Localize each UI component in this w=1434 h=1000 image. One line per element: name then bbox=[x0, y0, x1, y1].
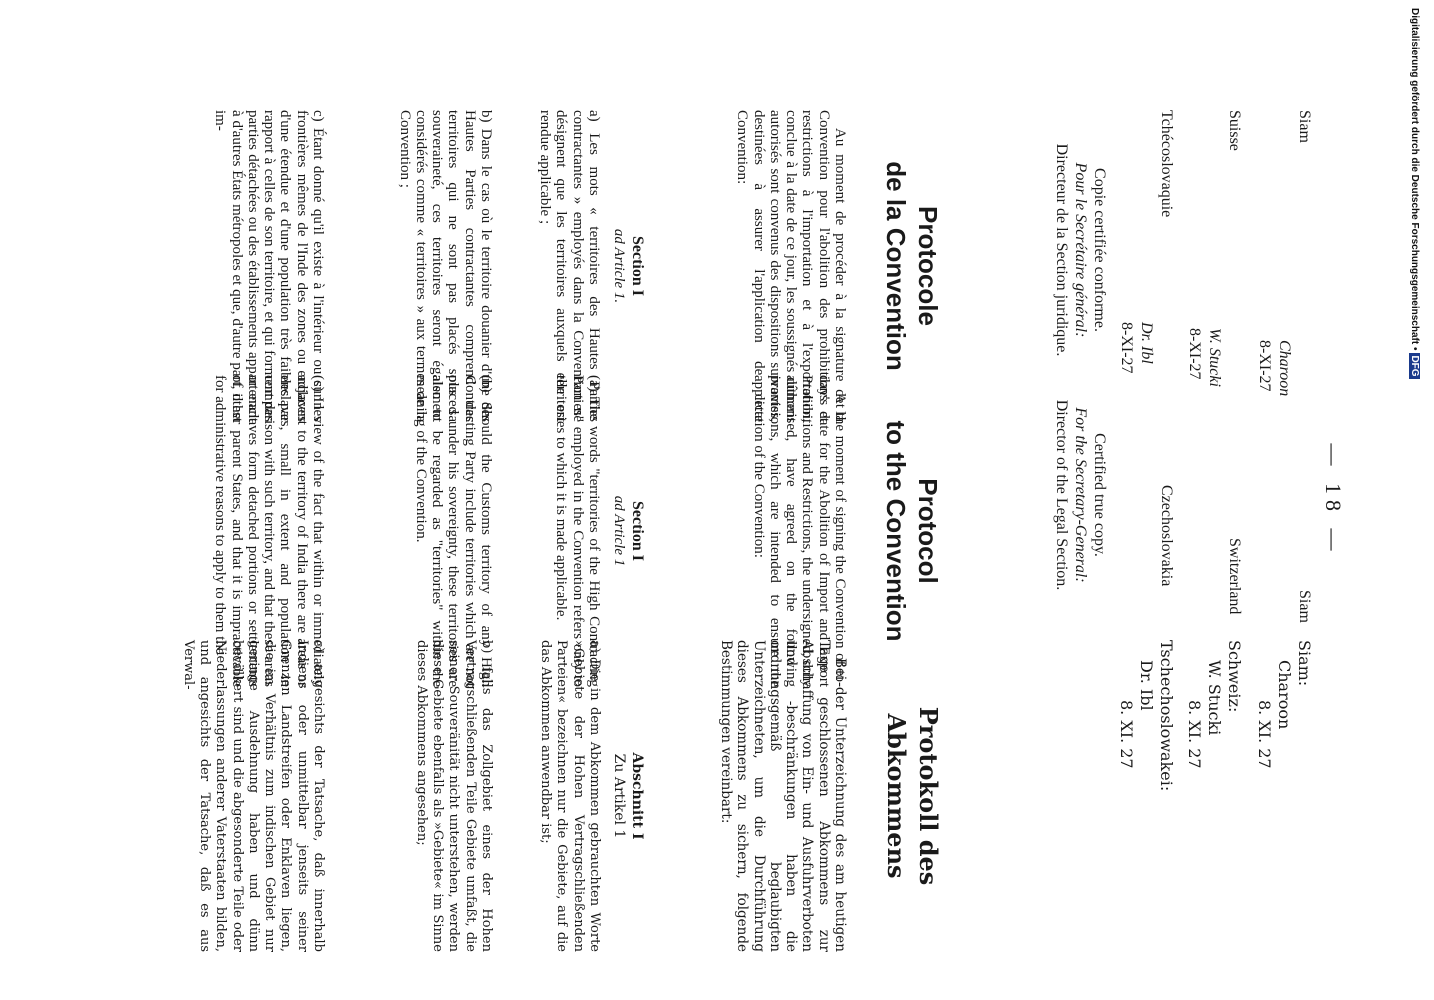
sig-fr-suisse-date: 8-XI-27 bbox=[1186, 328, 1203, 380]
paragraph-b-en: (b) Should the Customs territory of any High Contracting Party include territories which are not placed under his sovereignty, these territories are also to be regarded as "territories" within the meaning of the Convention. bbox=[412, 375, 494, 687]
sig-fr-siam-name: Charoon bbox=[1276, 340, 1293, 397]
paragraph-b-fr: b) Dans le cas où le territoire douanier d'une des Hautes Parties contractantes comprend des territoires qui ne sont pas placés sous sa souveraineté, ces territoires seront également considérés comme « territoires » aux termes de la Convention ; bbox=[396, 110, 494, 422]
paragraph-a-de: a) Die in dem Abkommen gebrauchten Worte »Gebiete der Hohen Vertragschließenden Parteien« bezeichnen nur die Gebiete, auf die das Abkommen anwendbar ist; bbox=[538, 640, 602, 952]
article-heading-fr: ad Article 1. bbox=[611, 228, 627, 304]
sig-en-czecho-country: Czechoslovakia bbox=[1158, 485, 1175, 587]
paragraph-b-de: b) falls das Zollgebiet eines der Hohen Vertragschließenden Teile Gebiete umfaßt, die seiner Souveränität nicht unterstehen, werden diese Gebiete ebenfalls als »Gebiete« im Sinne dieses Abkommens angesehen; bbox=[413, 640, 494, 952]
paragraph-c-fr: c) Étant donné qu'il existe à l'intérieur ou sur les frontières mêmes de l'Inde des zones ou enclaves d'une étendue et d'une population très faibles par rapport à celles de son territoire, et qui forment des parties détachées ou des établissements appartenant à d'autres États métropoles et que, d'autre part, il est im- bbox=[212, 110, 326, 422]
cert-fr-line1: Copie certifiée conforme. bbox=[1091, 168, 1108, 332]
cert-fr-line3: Directeur de la Section juridique. bbox=[1053, 143, 1070, 357]
title-en-line1: Protocol bbox=[913, 478, 943, 584]
sig-en-switzerland-country: Switzerland bbox=[1226, 538, 1243, 615]
protocol-title-de bbox=[862, 640, 944, 952]
section-heading-fr: Section I bbox=[629, 236, 646, 296]
title-fr-line2: de la Convention bbox=[881, 161, 911, 371]
sig-fr-siam-date: 8-XI-27 bbox=[1256, 340, 1273, 392]
paragraph-a-en: (a) The words "territories of the High Contracting Parties" employed in the Convention refers only to territories to which it is made applicable. bbox=[553, 375, 602, 687]
sig-fr-tcheco-date: 8-XI-27 bbox=[1118, 322, 1135, 374]
certification-en bbox=[1052, 365, 1109, 625]
section-heading-en: Section I bbox=[629, 501, 646, 561]
sig-de-tschecho-name: Dr. Ibl bbox=[1137, 660, 1156, 711]
intro-en: At the moment of signing the Convention of to-day's date for the Abolition of Import and Export Prohibitions and Restrictions, the undersigned, duly authorised, have agreed on the following provisions, which are intended to ensure the application of the Convention: bbox=[750, 375, 848, 687]
dfg-credit-line bbox=[1409, 8, 1420, 379]
paragraph-c-en: (c) In view of the fact that within or immediately adjacent to the territory of India there are areas or enclaves, small in extent and population in comparison with such territory, and that these areas or enclaves form detached portions or settlements of other parent States, and that it is impracticable for administrative reasons to apply to them the bbox=[212, 375, 326, 687]
cert-en-line2: For the Secretary-General: bbox=[1072, 407, 1089, 583]
sig-de-schweiz-name: W. Stucki bbox=[1205, 660, 1224, 736]
sig-fr-tcheco-name: Dr. Ibl bbox=[1138, 322, 1155, 364]
cert-en-line1: Certified true copy. bbox=[1091, 433, 1108, 557]
sig-de-tschecho-date: 8. XI. 27 bbox=[1117, 700, 1136, 769]
sig-fr-tcheco-country: Tchécoslovaquie bbox=[1158, 110, 1175, 218]
sig-en-siam-country: Siam bbox=[1296, 590, 1313, 623]
title-fr-line1: Protocole bbox=[913, 206, 943, 326]
intro-fr: Au moment de procéder à la signature de la Convention pour l'abolition des prohibitions et restrictions à l'importation et à l'exportation, conclue à la date de ce jour, les soussignés dûment autorisés sont convenus des dispositions suivantes, destinées à assurer l'application de cette Convention: bbox=[734, 110, 848, 422]
paragraph-a-fr: a) Les mots « territoires des Hautes Parties contractantes » employés dans la Convention ne désignent que les territoires auxquels elle est rendue applicable ; bbox=[537, 110, 602, 422]
sig-de-siam-date: 8. XI. 27 bbox=[1255, 700, 1274, 769]
sig-de-schweiz-date: 8. XI. 27 bbox=[1185, 700, 1204, 769]
sig-fr-suisse-country: Suisse bbox=[1226, 110, 1243, 151]
title-de-line2: Abkommens bbox=[882, 713, 911, 879]
sig-de-schweiz-country: Schweiz: bbox=[1225, 640, 1244, 713]
paragraph-c-de: c) angesichts der Tatsache, daß innerhalb Indiens oder unmittelbar jenseits seiner Grenzen Landstreifen oder Enklaven liegen, die im Verhältnis zum indischen Gebiet nur geringe Ausdehnung haben und dünn bevölkert sind und die abgesonderte Teile oder Niederlassungen anderer Vaterstaaten bilden, und angesichts der Tatsache, daß es aus Verwal- bbox=[180, 640, 326, 952]
dfg-credit-text: Digitalisierung gefördert durch die Deutsche Forschungsgemeinschaft • bbox=[1409, 8, 1420, 351]
article-heading-en: ad Article 1 bbox=[611, 495, 627, 567]
sig-de-tschecho-country: Tschechoslowakei: bbox=[1157, 640, 1176, 792]
dfg-logo: DFG bbox=[1409, 355, 1420, 377]
column-german bbox=[179, 640, 944, 952]
cert-en-line3: Director of the Legal Section. bbox=[1053, 399, 1070, 591]
intro-de: Bei der Unterzeichnung des am heutigen Tage geschlossenen Abkommens zur Abschaffung von Ein- und Ausfuhrverboten und -beschränkungen haben die ordnungsgemäß beglaubigten Unterzeichneten, um die Durchführung dieses Abkommens zu sichern, folgende Bestimmungen vereinbart: bbox=[717, 640, 848, 952]
certification-fr bbox=[1052, 120, 1109, 380]
title-de-line1: Protokoll des bbox=[914, 706, 943, 886]
cert-fr-line2: Pour le Secrétaire général: bbox=[1072, 162, 1089, 338]
page-number: — 18 — bbox=[1321, 443, 1346, 557]
section-heading-de: Abschnitt I bbox=[629, 752, 645, 840]
sig-de-siam-country: Siam: bbox=[1295, 640, 1314, 687]
sig-fr-siam-country: Siam bbox=[1296, 110, 1313, 143]
article-heading-de: Zu Artikel 1 bbox=[611, 753, 627, 839]
sig-de-siam-name: Charoon bbox=[1275, 660, 1294, 730]
sig-fr-suisse-name: W. Stucki bbox=[1206, 328, 1223, 387]
title-en-line2: to the Convention bbox=[881, 420, 911, 642]
